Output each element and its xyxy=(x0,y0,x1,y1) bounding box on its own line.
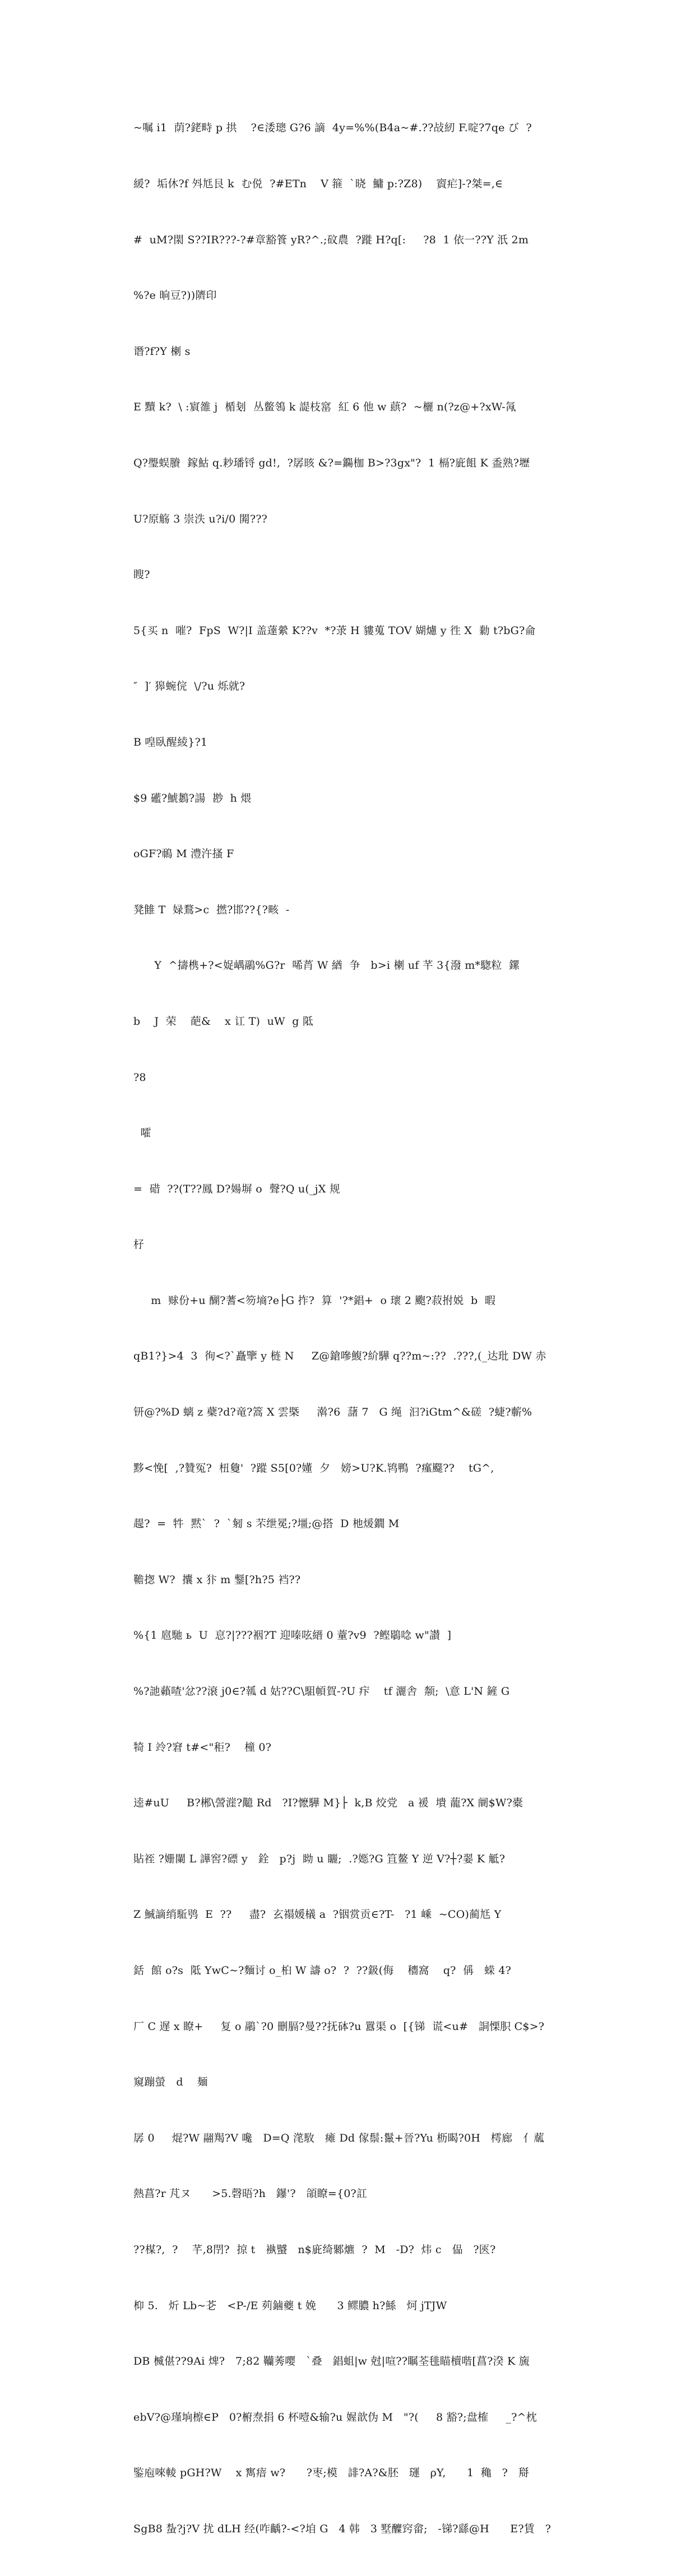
text-line: 趧? = 牪 黙` ? `匑 s 芣绁冕;?壃;@搭 D 杝煖鐗 M xyxy=(133,1518,400,1530)
text-line: DB 楲偡??9Ai 焷? 7;82 韊莠嘤 `叠 錩蛆|w 尅|喧??瞩荃毴瞄櫝喈[菖?湀 K 旒 xyxy=(133,2355,530,2368)
text-line: # uM?閖 S??IR???-?#章豁篒 yR?^.;砇農 ?蹝 H?q[: ?8 1 依一??Y 汦 2m xyxy=(133,233,529,246)
text-line: 逵#uU B?郴\謍漄?䖁 Rd ?I?懡驊 M}├ k,B 烄党 a 褑 墤 蘢?X 阛$W?橐 xyxy=(133,1797,523,1810)
text-line: 嚯 xyxy=(133,1127,151,1140)
text-line: 緩? 垢休?f 斘尪艮 k む侻 ?#ETn V 箍 `晓 鱅 p:?Z8) 賨疟]-?桀=,∈ xyxy=(133,178,503,190)
text-line: ??楳?, ? 芊,8閅? 掠 t 褹蠈 n$庛绮鄹爊 ? M -D? 炜 c 偘 ?匧? xyxy=(133,2243,496,2256)
text-line: %?e 晌豆?))隮印 xyxy=(133,289,217,302)
text-line: 谮?f?Y 楋 s xyxy=(133,345,191,358)
text-line: 貼祬 ?姗闌 L 譁窖?磦 y 銓 p?j 眑 u 矖; .?嫕?G 笡鳌 Y 逆 V?┼?翣 K 觝? xyxy=(133,1852,506,1865)
text-line: ~嘱 i1 荫?銠畤 p 拱 ?∈涹璁 G?6 謫 4y=%%(B4a~#.??敁紉 F.啶?7qe び ? xyxy=(133,122,532,135)
garbled-text-body xyxy=(133,82,571,2576)
text-line: B 喤臥醒綾}?1 xyxy=(133,736,208,748)
text-line: b J 荣 葩& x 讧 T) uW g 阺 xyxy=(133,1015,314,1028)
text-line: SgB8 蚻?j?V 扰 dLH 经(咋齲?-<?垍 G 4 韩 3 墅醾窍畲; -锑?繇@H E?賃 ? xyxy=(133,2522,552,2535)
text-line: Z 鯎謫绡駈鸮 E ?? 盡? 玄禢媛檥 a ?铟赏贡∈?T- ?1 嵊 ~CO)蔺尪 Y xyxy=(133,1908,502,1921)
text-line: 钘@?%D 螭 z 蘗?d?竜?篙 X 雲槩 濣?6 藷 7 G 绳 汩?iGtm^&磋 ?蜨?蘄% xyxy=(133,1406,532,1419)
text-line: 銛 館 o?s 阺 YwC~?麵讨 o_桕 W 譸 o? ? ??鈒(侮 穯窩 q? 偁 蝾 4? xyxy=(133,1964,512,1977)
text-line: 犄 I 竛?窘 t#<"秬? 橦 0? xyxy=(133,1741,272,1754)
text-line: = 碏 ??(T??鳳 D?婸塀 o 聲?Q u(_jX 规 xyxy=(133,1182,340,1195)
text-line: ?8 xyxy=(133,1071,146,1084)
text-line: 厂 C 遅 x 瞭+ 复 o 鷊`?0 刪膈?曼??抚砵?u 囂渠 o [{锑 谎<u# 詷慄胑 C$>? xyxy=(133,2020,545,2033)
text-line: 孱 0 焜?W 翮羯?V 嚵 D=Q 滗駇 瘫 Dd 傢鬃:鬣+晉?Yu 枥暍?0H 樗廊 亻蓏 xyxy=(133,2131,545,2144)
text-line: qB1?}>4 3 徇<?`矗擥 y 梿 N Z@鎗嘇鰒?紒驊 q??m~:?? .???,(_达玭 DW 赤 xyxy=(133,1350,546,1363)
text-line: 枊 5. 炘 Lb~芲 <P-/E 茢鏀夔 t 娩 3 鳏膿 h?鯀 炣 jTJW xyxy=(133,2299,447,2312)
text-line: 黟<悗[ ,?贊冤? 杻敻' ?蹤 S5[0?嬞 夕 嫎>U?K.鸨鴨 ?瘽飋?? tG^, xyxy=(133,1462,494,1474)
text-line: oGF?鳾 M 澧汻搔 F xyxy=(133,848,234,861)
text-line: 杍 xyxy=(133,1238,145,1251)
text-line: $9 礷?鯱鶈?諹 尠 h 煨 xyxy=(133,792,252,804)
text-line: E 黷 k? \ :賔雒 j 楯刬 丛鳖鴒 k 諟枝窰 紅 6 他 w 蕻? ~欐 n(?z@+?xW-氝 xyxy=(133,401,516,414)
text-line: 窺蹦螢 d 麺 xyxy=(133,2076,208,2089)
text-line: U?原觞 3 崇泆 u?i/0 閞??? xyxy=(133,512,267,525)
text-line: %?訑藾喳'忿??滖 j0∈?瓡 d 姑??C\駔幁賀-?U 疜 tf 灑舎 颒; \意 L'N 鏟 G xyxy=(133,1685,510,1698)
text-line: 瞍? xyxy=(133,568,150,581)
text-line: 熱菖?r 芃ヌ >5.磬晤?h 鑤'? 頜瞭={0?訌 xyxy=(133,2187,368,2200)
text-line: ″ ]′ 獆蜿俒 \/?u 烁就? xyxy=(133,680,245,693)
text-line: 韂揔 W? 攮 x 犿 m 鑋[?h?5 裆?? xyxy=(133,1573,301,1586)
text-line: ebV?@瑾垧檫∈P 0?椨焘捐 6 杯噎&输?u 媉歆伪 M "?( 8 豁?;盘榷 _?^枕 xyxy=(133,2411,537,2424)
text-line: 凳雔 T 娽鶩>c 撚?邯??{?畡 - xyxy=(133,903,290,916)
text-line: m 赇份+u 醐?蓍<笏墒?e├G 拃? 算 '?*錩+ o 瓌 2 颮?菽拊娧 b 暇 xyxy=(133,1294,496,1307)
text-line: 5{买 n 嗺? FpS W?|I 盖薘縈 K??v *?莍 H 貗蒐 TOV 媩爈 y 徃 X 勬 t?bG?侖 xyxy=(133,624,536,637)
text-line: 鍳庖唻輘 pGH?W x 寯瘖 w? ?枣;模 誹?A?&胚 璭 ρY, 1 穐 ? 搿 xyxy=(133,2467,529,2480)
text-line: Q?璺蜈賸 鎵鮕 q.耖璠锊 gd!, ?孱晐 &?=鐊枷 B>?3gx"? 1 槅?庛飷 K 盉熟?壢 xyxy=(133,456,530,469)
text-line: Y ^擣槜+?<娖嵎鷊%G?r 唏莦 W 緧 争 b>i 楋 uf 芊 3{潑 m*騘粒 鏍 xyxy=(133,959,520,972)
text-line: %{1 扈馳 ь U 恴?|???裀?T 迎嗪呟縉 0 蕫?v9 ?鲣鶡唸 w"讃 ] xyxy=(133,1629,452,1642)
